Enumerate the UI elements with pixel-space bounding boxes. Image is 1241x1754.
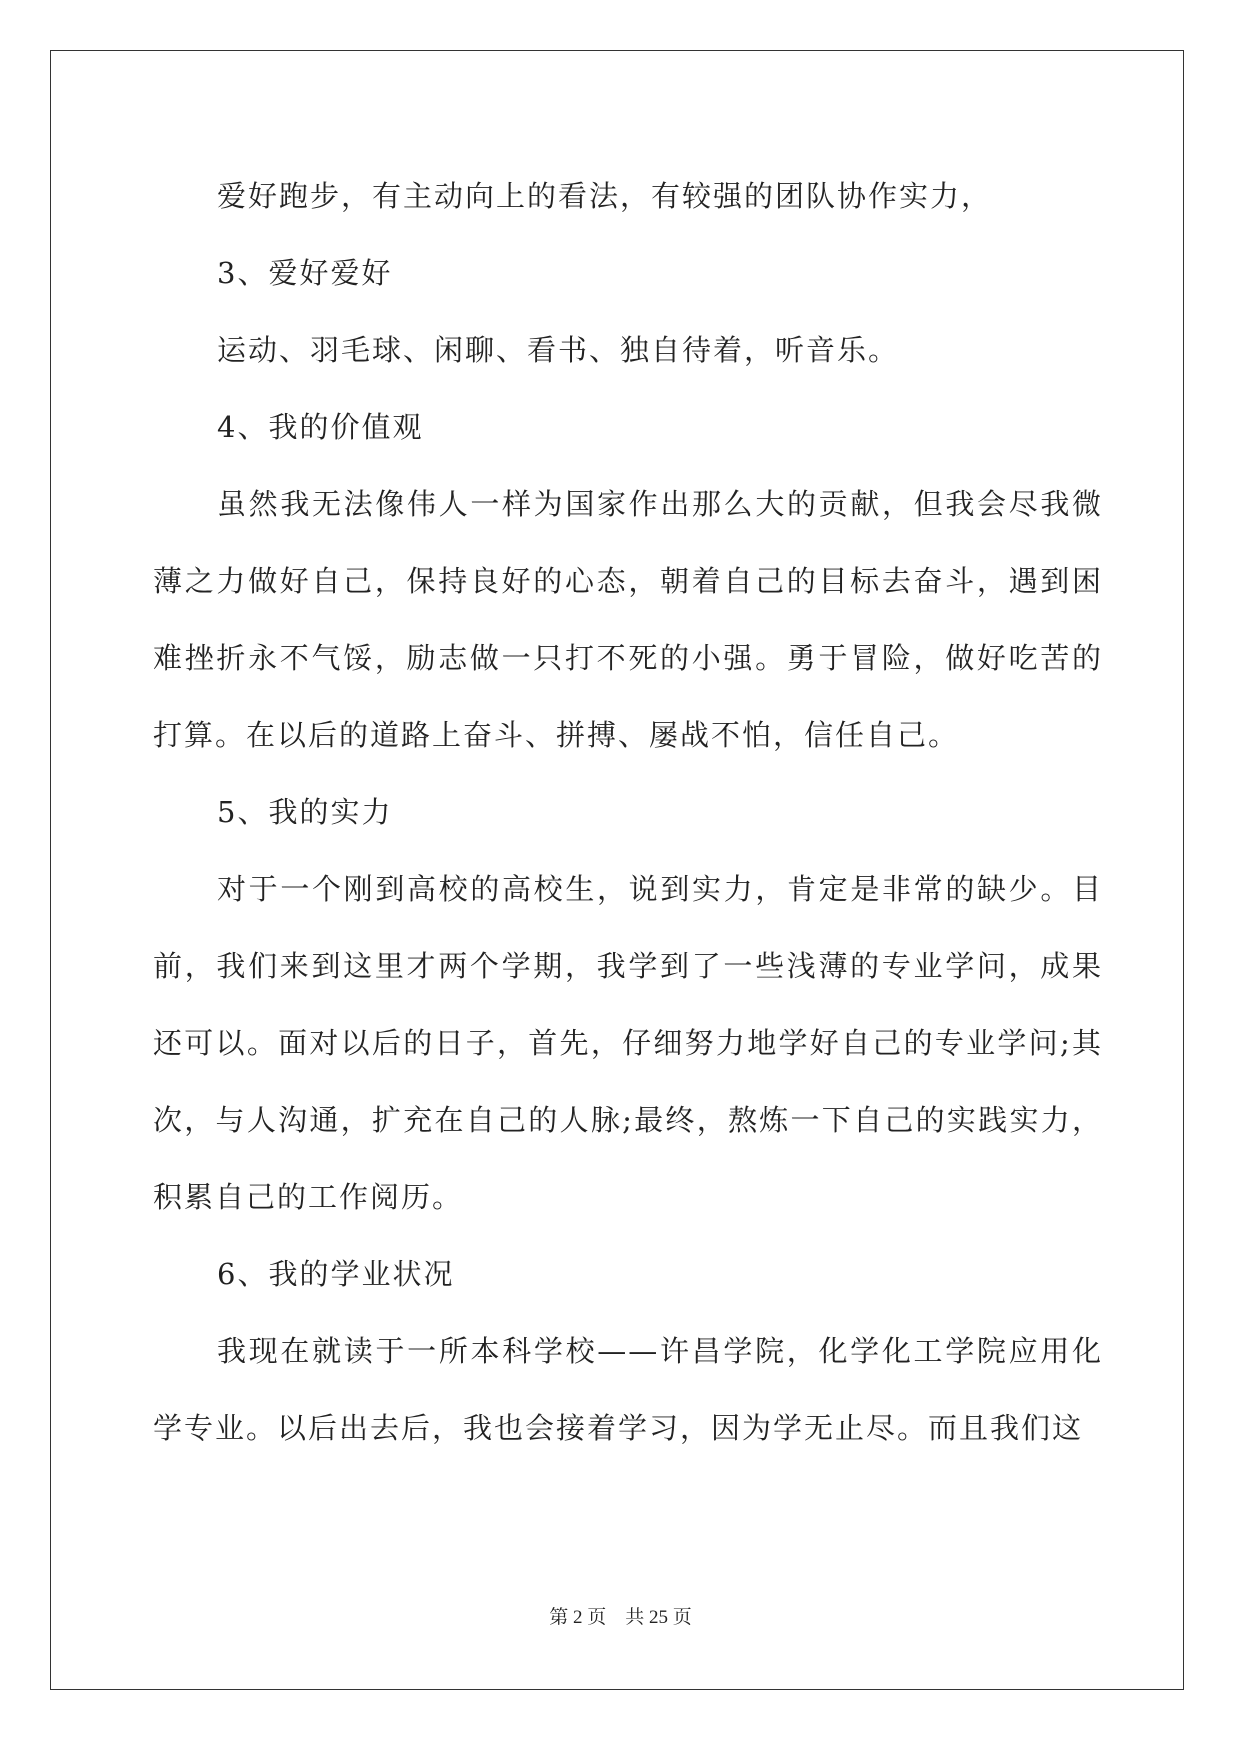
paragraph-academics: 我现在就读于一所本科学校——许昌学院，化学化工学院应用化学专业。以后出去后，我也会接着学习，因为学无止尽。而且我们这 bbox=[153, 1334, 1103, 1445]
heading-ability: 5、我的实力 bbox=[217, 795, 393, 829]
page-number-footer: 第 2 页 共 25 页 bbox=[549, 1607, 692, 1628]
paragraph-interests: 运动、羽毛球、闲聊、看书、独自待着，听音乐。 bbox=[217, 333, 900, 367]
paragraph-hobby-intro: 爱好跑步，有主动向上的看法，有较强的团队协作实力， bbox=[217, 179, 993, 213]
document-body bbox=[153, 158, 1103, 1467]
paragraph-ability: 对于一个刚到高校的高校生，说到实力，肯定是非常的缺少。目前，我们来到这里才两个学期，我学到了一些浅薄的专业学问，成果还可以。面对以后的日子，首先，仔细努力地学好自己的专业学问;其次，与人沟通，扩充在自己的人脉;最终，熬炼一下自己的实践实力，积累自己的工作阅历。 bbox=[153, 872, 1103, 1214]
paragraph-values: 虽然我无法像伟人一样为国家作出那么大的贡献，但我会尽我微薄之力做好自己，保持良好的心态，朝着自己的目标去奋斗，遇到困难挫折永不气馁，励志做一只打不死的小强。勇于冒险，做好吃苦的打算。在以后的道路上奋斗、拼搏、屡战不怕，信任自己。 bbox=[153, 487, 1103, 752]
heading-values: 4、我的价值观 bbox=[217, 410, 424, 444]
heading-interests: 3、爱好爱好 bbox=[217, 256, 393, 290]
heading-academics: 6、我的学业状况 bbox=[217, 1257, 455, 1291]
